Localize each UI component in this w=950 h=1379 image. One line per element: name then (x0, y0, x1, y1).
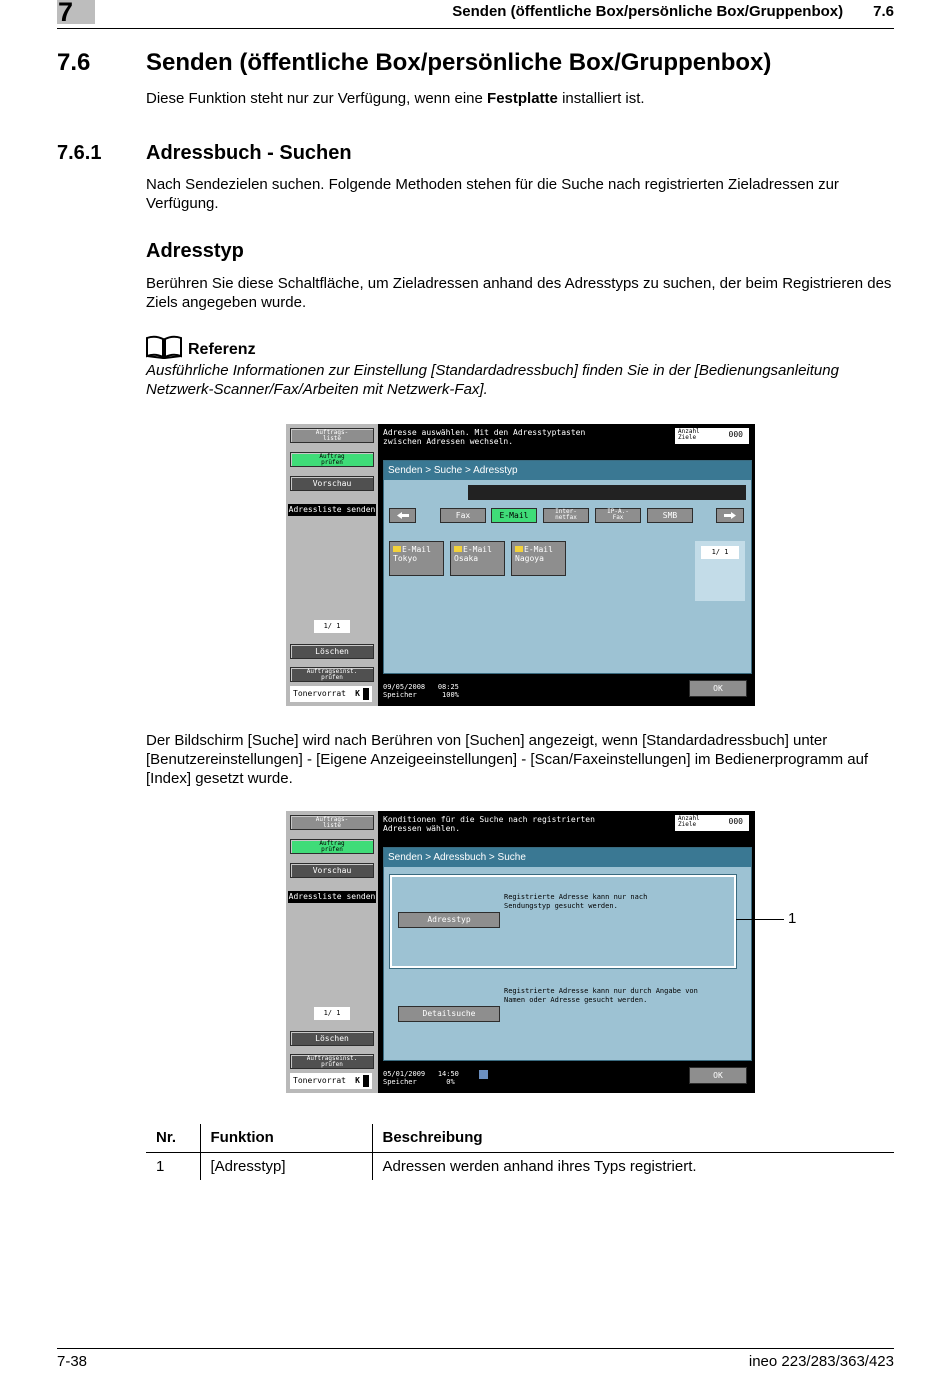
section-heading (57, 49, 771, 77)
table-row (146, 1152, 894, 1180)
type-email-button[interactable]: E-Mail (491, 508, 537, 523)
intro-text-end: installiert ist. (557, 90, 645, 107)
prev-arrow-button[interactable] (389, 508, 416, 523)
table-header-row (146, 1124, 894, 1152)
page-number: 7-38 (57, 1353, 88, 1370)
subsection-heading (57, 142, 352, 165)
left-panel (286, 811, 378, 1093)
intro-text: Diese Funktion steht nur zur Verfügung, wenn eine (146, 90, 488, 107)
left-page-indicator: 1/ 1 (314, 620, 350, 633)
left-page-indicator: 1/ 1 (314, 1007, 350, 1020)
job-settings-label: Auftragseinst. prüfen (306, 668, 358, 681)
left-panel (286, 424, 378, 706)
running-title: Senden (öffentliche Box/persönliche Box/Gruppenbox) (452, 3, 844, 20)
destination-osaka[interactable] (450, 541, 505, 576)
counter-label: Anzahl Ziele (678, 428, 700, 441)
type-fax-button[interactable]: Fax (440, 508, 486, 523)
job-list-button[interactable] (290, 815, 374, 830)
counter-value: 000 (728, 430, 743, 439)
product-name: ineo 223/283/363/423 (748, 1353, 894, 1370)
destination-type: E-Mail (463, 545, 492, 554)
page-indicator: 1/ 1 (701, 546, 739, 559)
book-icon (146, 335, 182, 359)
destination-name: Osaka (454, 554, 479, 563)
subsection-paragraph: Nach Sendezielen suchen. Folgende Methoden stehen für die Suche nach registrierten Zieladressen zur Verfügung. (146, 176, 839, 212)
destination-name: Nagoya (515, 554, 544, 563)
destination-type: E-Mail (524, 545, 553, 554)
adresstyp-button[interactable]: Adresstyp (398, 912, 500, 928)
job-settings-label: Auftragseinst. prüfen (306, 1055, 358, 1068)
network-icon (479, 1070, 488, 1079)
page-box (695, 541, 745, 601)
screenshot-adresstyp (286, 424, 755, 706)
intro-paragraph (146, 89, 896, 108)
memory-value: 0% (446, 1078, 455, 1086)
destination-type: E-Mail (402, 545, 431, 554)
delete-button[interactable]: Löschen (290, 1031, 374, 1046)
breadcrumb: Senden > Suche > Adresstyp (384, 461, 751, 480)
time: 08:25 (437, 683, 459, 691)
cell-beschreibung: Adressen werden anhand ihres Typs registriert. (372, 1152, 894, 1180)
status-bar (383, 683, 459, 699)
running-section: 7.6 (873, 3, 894, 20)
section-number: 7.6 (57, 49, 91, 76)
adresstyp-description: Registrierte Adresse kann nur nach Sendungstyp gesucht werden. (504, 893, 648, 910)
toner-label: Tonervorrat (293, 1076, 346, 1085)
job-check-button[interactable] (290, 452, 374, 467)
toner-indicator (290, 1073, 372, 1089)
detailsuche-description: Registrierte Adresse kann nur durch Angabe von Namen oder Adresse gesucht werden. (504, 987, 698, 1004)
running-header (452, 3, 894, 20)
preview-button[interactable]: Vorschau (290, 476, 374, 491)
memory-label: Speicher (383, 1078, 417, 1086)
job-settings-button[interactable] (290, 1054, 374, 1069)
send-list-heading: Adressliste senden (288, 892, 376, 901)
subsection-number: 7.6.1 (57, 142, 102, 164)
arrow-right-icon (723, 511, 737, 520)
memory-label: Speicher (383, 691, 417, 699)
destination-tokyo[interactable] (389, 541, 444, 576)
callout-line (736, 919, 784, 920)
date: 09/05/2008 (383, 683, 426, 691)
status-bar (383, 1070, 459, 1086)
counter-label: Anzahl Ziele (678, 815, 700, 828)
header-rule (57, 28, 894, 29)
intro-bold: Festplatte (487, 90, 558, 107)
delete-button[interactable]: Löschen (290, 644, 374, 659)
reference-block (146, 335, 256, 359)
header-beschreibung: Beschreibung (372, 1124, 894, 1152)
email-icon (515, 546, 523, 552)
function-table (146, 1124, 894, 1180)
footer-rule (57, 1348, 894, 1349)
arrow-left-icon (396, 511, 410, 520)
main-panel (383, 460, 752, 674)
date: 05/01/2009 (383, 1070, 426, 1078)
screenshot-suche (286, 811, 755, 1093)
breadcrumb: Senden > Adressbuch > Suche (384, 848, 751, 867)
adresstyp-paragraph: Berühren Sie diese Schaltfläche, um Zieladressen anhand des Adresstyps zu suchen, der beim Registrieren des Ziels angegeben wurde. (146, 275, 892, 311)
toner-code: K (355, 1076, 360, 1085)
ok-button[interactable]: OK (689, 680, 747, 697)
email-icon (393, 546, 401, 552)
screen-message: Adresse auswählen. Mit den Adresstyptasten zwischen Adressen wechseln. (383, 428, 586, 446)
job-check-label: Auftrag prüfen (319, 840, 345, 853)
detailsuche-button[interactable]: Detailsuche (398, 1006, 500, 1022)
toner-label: Tonervorrat (293, 689, 346, 698)
job-check-button[interactable] (290, 839, 374, 854)
job-list-label: Auftrags- liste (315, 816, 349, 829)
next-arrow-button[interactable] (716, 508, 744, 523)
toner-bar (363, 1075, 369, 1087)
subsection-title: Adressbuch - Suchen (146, 142, 352, 164)
screen-message: Konditionen für die Suche nach registrierten Adressen wählen. (383, 815, 595, 833)
preview-button[interactable]: Vorschau (290, 863, 374, 878)
toner-code: K (355, 689, 360, 698)
adresstyp-heading: Adresstyp (146, 240, 244, 262)
job-check-label: Auftrag prüfen (319, 453, 345, 466)
job-list-label: Auftrags- liste (315, 429, 349, 442)
type-internetfax-button[interactable]: Inter- netfax (543, 508, 589, 523)
callout-number: 1 (788, 910, 797, 927)
counter-value: 000 (728, 817, 743, 826)
header-nr: Nr. (146, 1124, 200, 1152)
reference-label: Referenz (188, 341, 256, 358)
job-settings-button[interactable] (290, 667, 374, 682)
search-input[interactable] (468, 485, 746, 500)
section-title: Senden (öffentliche Box/persönliche Box/Gruppenbox) (146, 49, 772, 76)
type-ipfax-button[interactable]: IP-A.- Fax (595, 508, 641, 523)
header-funktion: Funktion (200, 1124, 372, 1152)
destination-name: Tokyo (393, 554, 418, 563)
destination-counter (675, 428, 749, 444)
reference-text: Ausführliche Informationen zur Einstellung [Standardadressbuch] finden Sie in der [Bedienungsanleitung Netzwerk-Scanner/Fax/Arbeiten mit Netzwerk-Fax]. (146, 362, 839, 398)
memory-value: 100% (442, 691, 459, 699)
ok-button[interactable]: OK (689, 1067, 747, 1084)
destination-counter (675, 815, 749, 831)
cell-funktion: [Adresstyp] (200, 1152, 372, 1180)
chapter-number: 7 (58, 0, 74, 27)
destination-nagoya[interactable] (511, 541, 566, 576)
email-icon (454, 546, 462, 552)
toner-indicator (290, 686, 372, 702)
type-smb-button[interactable]: SMB (647, 508, 693, 523)
main-panel (383, 847, 752, 1061)
send-list-heading: Adressliste senden (288, 505, 376, 514)
time: 14:50 (437, 1070, 459, 1078)
caption-paragraph: Der Bildschirm [Suche] wird nach Berühren von [Suchen] angezeigt, wenn [Standardadressbuch] unter [Benutzereinstellungen] - [Eigene Anzeigeeinstellungen] - [Scan/Faxeinstellungen] im Bedienerprogramm auf [Index] gesetzt wurde. (146, 732, 869, 787)
job-list-button[interactable] (290, 428, 374, 443)
toner-bar (363, 688, 369, 700)
cell-nr: 1 (156, 1157, 165, 1175)
